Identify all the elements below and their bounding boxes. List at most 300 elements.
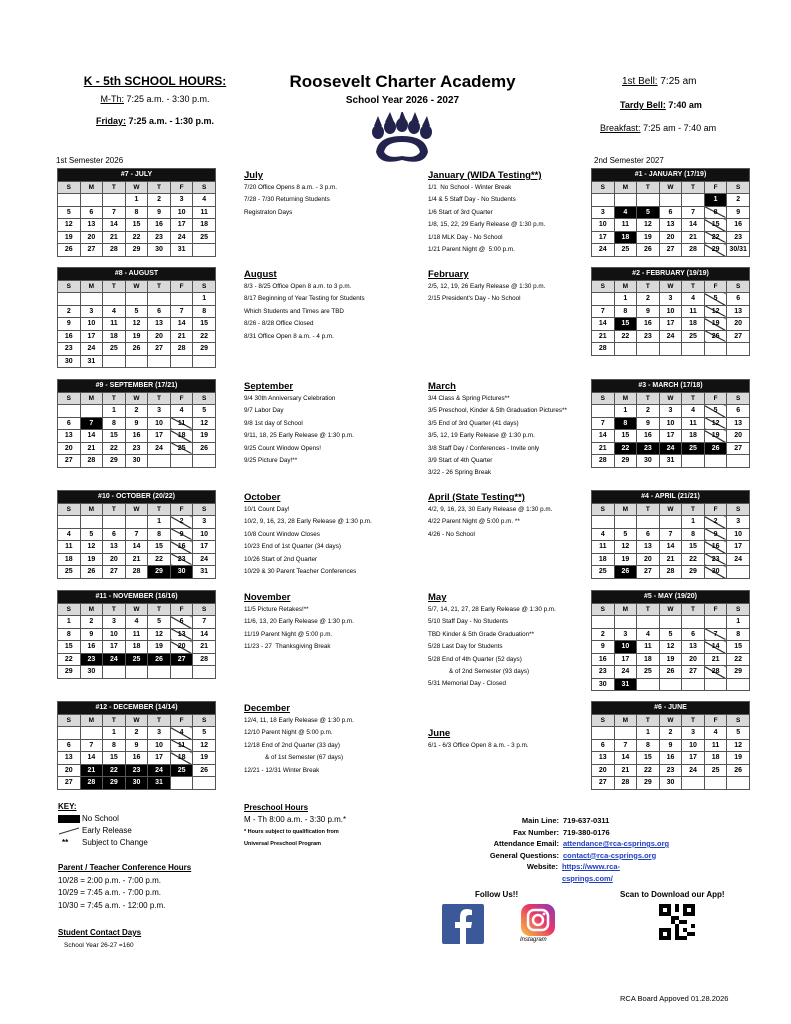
day-cell: 12 (704, 417, 727, 430)
day-cell: 24 (80, 343, 103, 356)
day-cell: 1 (148, 516, 171, 529)
events-month-title: April (State Testing**) (428, 492, 525, 503)
day-cell: 27 (592, 777, 615, 790)
week-row (592, 616, 750, 629)
day-cell: 11 (614, 219, 637, 232)
day-cell: 4 (592, 528, 615, 541)
event-item: 10/26 Start of 2nd Quarter (244, 555, 318, 563)
day-cell: 22 (58, 653, 81, 666)
day-cell: 11 (170, 739, 193, 752)
day-cell: 21 (682, 231, 705, 244)
week-row (592, 641, 750, 654)
day-header: W (125, 280, 148, 293)
day-cell: 3 (614, 628, 637, 641)
day-cell: 1 (103, 727, 126, 740)
day-header: S (58, 181, 81, 194)
event-item: 9/25 Count Window Opens! (244, 444, 322, 452)
day-cell: 27 (103, 566, 126, 579)
week-row (592, 678, 750, 691)
day-cell: 13 (58, 752, 81, 765)
day-cell: 21 (80, 442, 103, 455)
week-row (592, 566, 750, 579)
day-cell (170, 777, 193, 790)
day-cell: 5 (727, 727, 750, 740)
events-month-title: January (WIDA Testing**) (428, 170, 542, 181)
day-cell: 17 (682, 752, 705, 765)
event-item: 10/1 Count Day! (244, 506, 290, 513)
day-header: T (682, 603, 705, 616)
day-cell: 19 (125, 330, 148, 343)
day-cell: 17 (659, 430, 682, 443)
day-cell: 25 (170, 764, 193, 777)
day-header: T (637, 392, 660, 405)
day-cell: 15 (727, 641, 750, 654)
day-cell: 14 (170, 318, 193, 331)
day-header: W (125, 714, 148, 727)
day-cell: 6 (727, 405, 750, 418)
day-cell: 24 (682, 764, 705, 777)
day-cell: 30 (592, 678, 615, 691)
day-cell: 18 (614, 231, 637, 244)
bell-label: 1st Bell: (622, 76, 658, 87)
day-cell: 13 (727, 417, 750, 430)
day-cell: 6 (80, 206, 103, 219)
day-cell: 15 (125, 219, 148, 232)
day-header: T (148, 503, 171, 516)
day-cell: 12 (727, 739, 750, 752)
day-cell: 21 (170, 330, 193, 343)
day-cell: 5 (704, 293, 727, 306)
day-cell: 23 (637, 330, 660, 343)
event-item: & of 1st Semester (67 days) (244, 754, 344, 762)
day-cell: 4 (637, 628, 660, 641)
day-cell: 18 (682, 318, 705, 331)
week-row (58, 553, 216, 566)
week-row (58, 219, 216, 232)
day-cell: 13 (592, 752, 615, 765)
conference-row: 10/29 = 7:45 a.m. - 7:00 p.m. (58, 888, 161, 897)
day-cell: 1 (682, 516, 705, 529)
day-cell: 18 (58, 553, 81, 566)
day-cell: 31 (614, 678, 637, 691)
day-cell: 17 (193, 541, 216, 554)
day-cell: 9 (659, 739, 682, 752)
key-title: KEY: (58, 802, 77, 811)
attendance-email-link[interactable]: attendance@rca-csprings.org (563, 839, 670, 848)
day-cell (614, 516, 637, 529)
day-cell: 11 (58, 541, 81, 554)
day-header: F (704, 714, 727, 727)
week-row (58, 541, 216, 554)
event-item: 1/18 MLK Day - No School (428, 233, 503, 241)
contact-email-link[interactable]: contact@rca-csprings.org (563, 850, 657, 860)
events-month-title: August (244, 269, 277, 280)
day-header: S (193, 714, 216, 727)
day-cell: 1 (704, 194, 727, 207)
week-row (58, 641, 216, 654)
week-row (58, 455, 216, 468)
day-cell (637, 678, 660, 691)
day-header: T (103, 280, 126, 293)
first-semester-label: 1st Semester 2026 (56, 156, 124, 165)
day-cell (727, 678, 750, 691)
event-item: 4/26 - No School (428, 530, 475, 538)
day-header: M (80, 503, 103, 516)
day-cell: 14 (80, 430, 103, 443)
day-header: T (148, 603, 171, 616)
day-header: F (170, 181, 193, 194)
day-cell: 13 (148, 318, 171, 331)
month-events (428, 491, 552, 541)
event-item: 1/1 No School - Winter Break (428, 184, 512, 191)
day-header: F (704, 280, 727, 293)
event-item: 11/5 Picture Retakes!** (244, 606, 309, 613)
day-cell: 3 (170, 194, 193, 207)
week-row (592, 528, 750, 541)
day-cell: 25 (58, 566, 81, 579)
day-cell: 19 (727, 752, 750, 765)
day-cell (170, 455, 193, 468)
month-calendar (591, 590, 750, 691)
day-cell: 19 (704, 430, 727, 443)
day-cell: 9 (704, 528, 727, 541)
day-cell: 29 (103, 777, 126, 790)
day-cell: 22 (614, 442, 637, 455)
day-cell: 20 (58, 442, 81, 455)
day-cell: 22 (103, 442, 126, 455)
preschool-title: Preschool Hours (244, 803, 309, 812)
day-cell: 21 (592, 442, 615, 455)
week-row (592, 219, 750, 232)
day-cell: 2 (727, 194, 750, 207)
event-item: 1/6 Start of 3rd Quarter (428, 208, 493, 216)
day-cell: 1 (125, 194, 148, 207)
day-cell: 12 (659, 641, 682, 654)
day-cell: 17 (659, 318, 682, 331)
event-item: 8/3 - 8/25 Office Open 8 a.m. to 3 p.m. (244, 283, 352, 290)
day-cell: 19 (659, 653, 682, 666)
events-month-title: March (428, 381, 456, 392)
follow-us: Follow Us!! (475, 890, 519, 899)
day-cell: 2 (170, 516, 193, 529)
title-block (280, 72, 525, 106)
day-cell: 12 (125, 318, 148, 331)
day-cell: 25 (592, 566, 615, 579)
day-header: W (125, 392, 148, 405)
day-cell: 29 (103, 455, 126, 468)
week-row (592, 666, 750, 679)
day-header: T (682, 280, 705, 293)
day-cell: 16 (148, 219, 171, 232)
day-cell: 26 (727, 764, 750, 777)
day-header: W (125, 181, 148, 194)
day-cell: 10 (659, 417, 682, 430)
day-cell: 26 (148, 653, 171, 666)
week-row (58, 330, 216, 343)
mth-label: M-Th: (100, 94, 124, 104)
fri-hours: 7:25 a.m. - 1:30 p.m. (128, 116, 215, 126)
preschool-note: * Hours subject to qualification from (244, 829, 339, 835)
day-cell: 23 (659, 764, 682, 777)
day-cell: 18 (170, 752, 193, 765)
day-cell: 18 (193, 219, 216, 232)
month-calendar (591, 267, 750, 356)
day-cell: 7 (592, 417, 615, 430)
day-cell: 22 (727, 653, 750, 666)
day-cell: 27 (170, 653, 193, 666)
day-cell: 13 (103, 541, 126, 554)
day-cell: 2 (80, 616, 103, 629)
day-cell: 10 (727, 528, 750, 541)
day-cell: 16 (659, 752, 682, 765)
month-events (244, 268, 365, 343)
day-cell (58, 516, 81, 529)
day-cell: 28 (592, 455, 615, 468)
paw-logo-icon (368, 112, 436, 167)
day-cell: 28 (80, 777, 103, 790)
day-header: W (659, 714, 682, 727)
week-row (592, 764, 750, 777)
day-cell: 29 (727, 666, 750, 679)
day-header: S (592, 280, 615, 293)
day-cell: 9 (58, 318, 81, 331)
month-title: #3 - MARCH (17/18) (592, 380, 750, 393)
day-cell (682, 678, 705, 691)
tardy-label: Tardy Bell: (620, 100, 666, 110)
day-cell: 8 (125, 206, 148, 219)
day-cell: 26 (704, 442, 727, 455)
month-events (428, 380, 567, 480)
week-row (58, 430, 216, 443)
week-row (592, 516, 750, 529)
week-row (58, 739, 216, 752)
day-header: M (80, 181, 103, 194)
day-cell: 12 (58, 219, 81, 232)
events-month-title: June (428, 728, 451, 739)
month-calendar (57, 701, 216, 790)
contact-label: Main Line: (521, 816, 559, 825)
week-row (58, 566, 216, 579)
day-cell: 28 (170, 343, 193, 356)
event-item: 10/8 Count Window Closes (244, 530, 320, 538)
day-cell (103, 293, 126, 306)
day-cell (193, 666, 216, 679)
day-cell: 26 (659, 666, 682, 679)
day-cell: 1 (614, 405, 637, 418)
event-item: 1/21 Parent Night @ 5:00 p.m. (428, 246, 515, 254)
day-cell: 23 (704, 553, 727, 566)
day-cell (193, 455, 216, 468)
day-cell: 5 (193, 727, 216, 740)
fax-number: 719-380-0176 (563, 827, 610, 837)
day-cell: 7 (659, 528, 682, 541)
day-cell (614, 343, 637, 356)
day-cell: 1 (637, 727, 660, 740)
month-calendar (57, 379, 216, 468)
month-calendar (591, 168, 750, 257)
day-cell: 31 (659, 455, 682, 468)
event-item: 3/8 Staff Day / Conferences - Invite only (428, 444, 540, 452)
day-cell: 27 (682, 666, 705, 679)
month-calendar (591, 379, 750, 468)
day-cell: 2 (125, 727, 148, 740)
day-cell: 30 (125, 455, 148, 468)
day-cell: 3 (682, 727, 705, 740)
day-cell: 1 (58, 616, 81, 629)
day-cell (592, 194, 615, 207)
day-cell: 12 (704, 305, 727, 318)
day-header: W (125, 603, 148, 616)
week-row (58, 343, 216, 356)
day-cell: 3 (193, 516, 216, 529)
day-cell: 14 (193, 628, 216, 641)
day-cell: 7 (682, 206, 705, 219)
day-header: F (704, 503, 727, 516)
day-cell: 30 (80, 666, 103, 679)
day-cell: 15 (58, 641, 81, 654)
week-row (58, 528, 216, 541)
day-cell (682, 777, 705, 790)
day-cell: 21 (704, 653, 727, 666)
event-item: TBD Kinder & 5th Grade Graduation** (428, 630, 535, 638)
instagram-label: Instagram (520, 937, 547, 943)
events-month-title: December (244, 703, 290, 714)
week-row (592, 343, 750, 356)
day-cell: 19 (80, 553, 103, 566)
day-header: S (193, 181, 216, 194)
event-item: 9/25 Picture Day!** (244, 457, 298, 465)
day-cell: 2 (659, 727, 682, 740)
conference-row: 10/28 = 2:00 p.m. - 7:00 p.m. (58, 875, 161, 885)
day-header: M (80, 280, 103, 293)
event-item: 3/5 Preschool, Kinder & 5th Graduation Pictures** (428, 407, 567, 415)
day-cell: 24 (614, 666, 637, 679)
day-cell: 10 (148, 417, 171, 430)
month-title: #4 - APRIL (21/21) (592, 491, 750, 504)
day-cell: 1 (614, 293, 637, 306)
week-row (592, 777, 750, 790)
student-contact-days (58, 927, 141, 952)
school-name: Roosevelt Charter Academy (289, 72, 516, 91)
week-row (592, 194, 750, 207)
day-cell: 14 (80, 752, 103, 765)
day-cell: 8 (704, 206, 727, 219)
day-cell: 25 (682, 442, 705, 455)
day-cell: 5 (614, 528, 637, 541)
contact-label: General Questions: (489, 850, 559, 860)
day-cell: 14 (592, 430, 615, 443)
day-cell (125, 293, 148, 306)
week-row (58, 727, 216, 740)
events-month-title: February (428, 269, 469, 280)
day-header: M (80, 603, 103, 616)
day-cell (659, 616, 682, 629)
student-days-value: School Year 26-27 =160 (64, 941, 134, 949)
day-cell: 29 (704, 244, 727, 257)
day-cell: 4 (103, 305, 126, 318)
day-cell: 10 (193, 528, 216, 541)
event-item: Registraton Days (244, 208, 293, 216)
day-header: S (58, 603, 81, 616)
key-subject: Subject to Change (82, 838, 148, 847)
day-cell: 3 (80, 305, 103, 318)
day-cell: 9 (637, 305, 660, 318)
week-row (58, 516, 216, 529)
event-item: 10/2, 9, 16, 23, 28 Early Release @ 1:30 p.m. (244, 518, 372, 526)
day-cell: 12 (80, 541, 103, 554)
day-cell: 25 (170, 442, 193, 455)
day-cell (592, 727, 615, 740)
facebook-icon[interactable] (442, 904, 484, 944)
day-cell: 24 (148, 442, 171, 455)
qr-code-icon[interactable] (659, 904, 695, 940)
week-row (58, 231, 216, 244)
day-cell: 20 (103, 553, 126, 566)
day-cell: 25 (637, 666, 660, 679)
month-title: #5 - MAY (19/20) (592, 591, 750, 604)
day-header: T (682, 714, 705, 727)
day-cell: 19 (193, 430, 216, 443)
event-item: 2/15 President's Day - No School (428, 295, 521, 303)
day-cell: 7 (704, 628, 727, 641)
day-cell (727, 455, 750, 468)
event-item: 7/28 - 7/30 Returning Students (244, 196, 330, 204)
day-cell (58, 727, 81, 740)
month-calendar (57, 590, 216, 679)
day-cell (682, 616, 705, 629)
day-cell: 30 (659, 777, 682, 790)
day-cell: 27 (727, 330, 750, 343)
instagram-icon[interactable] (521, 904, 555, 936)
month-title: #1 - JANUARY (17/19) (592, 169, 750, 182)
day-cell: 13 (682, 641, 705, 654)
day-cell: 6 (637, 528, 660, 541)
day-cell: 15 (148, 541, 171, 554)
day-cell: 31 (193, 566, 216, 579)
day-cell: 15 (704, 219, 727, 232)
day-header: T (637, 603, 660, 616)
day-cell (659, 343, 682, 356)
day-cell: 23 (80, 653, 103, 666)
day-cell (637, 194, 660, 207)
day-cell: 10 (148, 739, 171, 752)
day-header: S (58, 392, 81, 405)
board-approval: RCA Board Appoved 01.28.2026 (620, 994, 729, 1003)
day-cell: 4 (193, 194, 216, 207)
day-header: T (103, 181, 126, 194)
event-item: & of 2nd Semester (93 days) (428, 668, 530, 676)
day-cell: 28 (80, 455, 103, 468)
day-header: S (727, 181, 750, 194)
day-cell: 5 (704, 405, 727, 418)
main-line: 719-637-0311 (563, 816, 610, 825)
day-cell (125, 516, 148, 529)
event-item: 1/8, 15, 22, 29 Early Release @ 1:30 p.m. (428, 221, 546, 229)
day-cell: 6 (58, 739, 81, 752)
day-cell (170, 666, 193, 679)
day-header: T (637, 280, 660, 293)
day-cell: 16 (125, 752, 148, 765)
day-header: T (637, 503, 660, 516)
day-cell: 25 (614, 244, 637, 257)
day-header: F (170, 603, 193, 616)
day-cell: 6 (170, 616, 193, 629)
day-header: T (103, 503, 126, 516)
website-link[interactable]: https://www.rca-csprings.com/ (561, 862, 621, 883)
week-row (592, 455, 750, 468)
day-cell (727, 343, 750, 356)
month-events (428, 169, 545, 256)
